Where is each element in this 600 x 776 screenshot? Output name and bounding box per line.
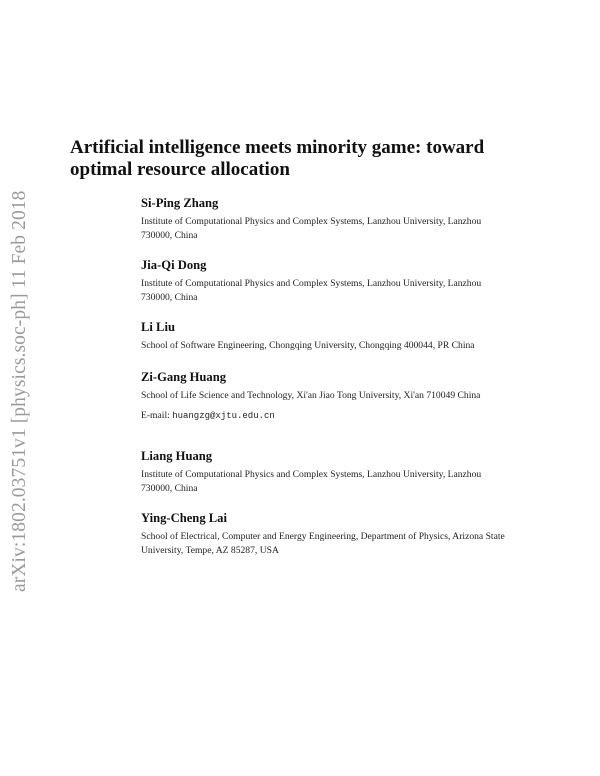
author-block xyxy=(141,320,541,353)
author-name: Zi-Gang Huang xyxy=(141,370,227,384)
author-block xyxy=(141,511,511,558)
author-affiliation: School of Electrical, Computer and Energy Engineering, Department of Physics, Arizona State University, Tempe, AZ 85287, USA xyxy=(141,531,505,556)
author-affiliation: School of Software Engineering, Chongqing University, Chongqing 400044, PR China xyxy=(141,340,475,351)
paper-title: Artificial intelligence meets minority game: toward optimal resource allocation xyxy=(70,137,485,180)
author-affiliation: Institute of Computational Physics and Complex Systems, Lanzhou University, Lanzhou 730000, China xyxy=(141,216,482,241)
author-name: Liang Huang xyxy=(141,449,213,463)
email-line xyxy=(141,409,496,423)
email-label: E-mail: xyxy=(141,410,170,421)
author-block xyxy=(141,370,496,423)
arxiv-watermark: arXiv:1802.03751v1 [physics.soc-ph] 11 Feb 2018 xyxy=(9,190,30,592)
author-block xyxy=(141,258,501,305)
author-name: Jia-Qi Dong xyxy=(141,258,207,272)
author-block xyxy=(141,449,501,496)
author-name: Ying-Cheng Lai xyxy=(141,511,227,525)
author-affiliation: Institute of Computational Physics and Complex Systems, Lanzhou University, Lanzhou 730000, China xyxy=(141,278,482,303)
author-affiliation: School of Life Science and Technology, Xi'an Jiao Tong University, Xi'an 710049 China xyxy=(141,390,481,401)
author-affiliation: Institute of Computational Physics and Complex Systems, Lanzhou University, Lanzhou 730000, China xyxy=(141,469,482,494)
author-name: Li Liu xyxy=(141,320,175,334)
email-address[interactable]: huangzg@xjtu.edu.cn xyxy=(172,411,275,421)
author-name: Si-Ping Zhang xyxy=(141,196,219,210)
author-block xyxy=(141,196,501,243)
